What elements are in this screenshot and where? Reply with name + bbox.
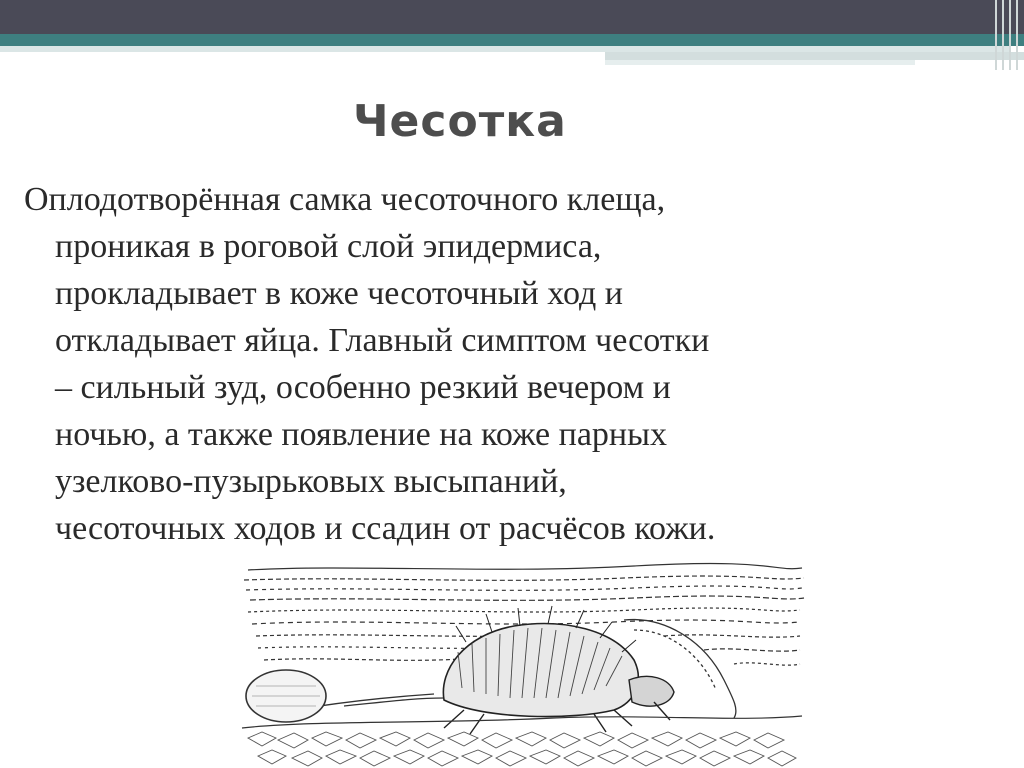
slide-title: Чесотка	[353, 96, 567, 147]
body-line: Оплодотворённая самка чесоточного клеща,	[24, 181, 666, 218]
header-accent-strip	[605, 52, 1024, 60]
egg-icon	[246, 670, 326, 722]
body-line: чесоточных ходов и ссадин от расчёсов кожи.	[55, 510, 716, 547]
body-line: откладывает яйца. Главный симптом чесотки	[55, 322, 710, 359]
body-line: проникая в роговой слой эпидермиса,	[55, 228, 602, 265]
body-line: – сильный зуд, особенно резкий вечером и	[55, 369, 671, 406]
mite-icon	[443, 606, 674, 734]
skin-cells	[248, 732, 796, 766]
scabies-mite-illustration	[234, 560, 810, 768]
header-dark-band	[0, 0, 1024, 34]
header-teal-band	[0, 34, 1024, 46]
header-accent-strip-thin	[605, 60, 915, 65]
body-line: прокладывает в коже чесоточный ход и	[55, 275, 623, 312]
body-line: ночью, а также появление на коже парных	[55, 416, 667, 453]
slide-body-text	[24, 176, 964, 552]
header-edge-lines	[993, 0, 1024, 70]
body-line: узелково-пузырьковых высыпаний,	[55, 463, 567, 500]
skin-granular-layer	[242, 716, 802, 728]
